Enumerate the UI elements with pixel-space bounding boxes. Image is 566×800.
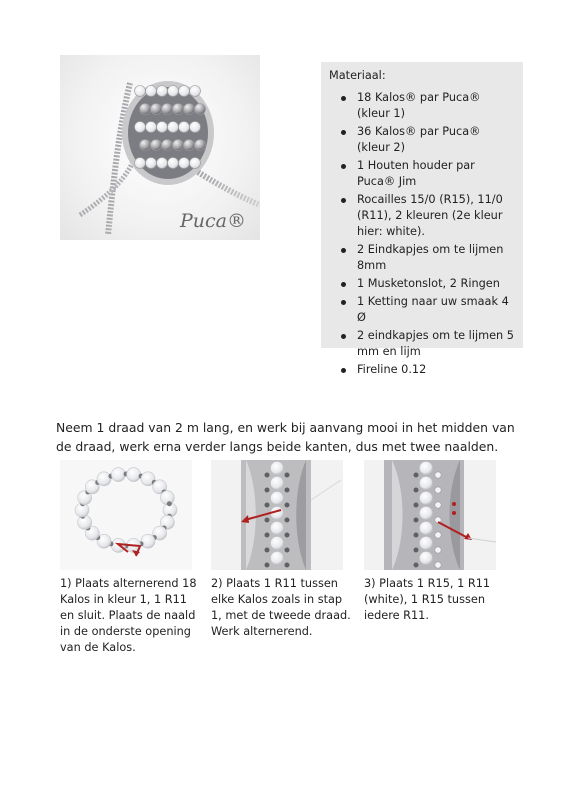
step-1-caption: 1) Plaats alternerend 18 Kalos in kleur 1, 1 R11 en sluit. Plaats de naald in de onderste opening van de Kalos. xyxy=(60,577,197,654)
material-item: 1 Ketting naar uw smaak 4 Ø xyxy=(357,294,515,326)
step-2-caption: 2) Plaats 1 R11 tussen elke Kalos zoals in stap 1, met de tweede draad. Werk alternerend. xyxy=(211,577,351,638)
materials-panel xyxy=(321,62,523,376)
material-item: 18 Kalos® par Puca® (kleur 1) xyxy=(357,90,515,122)
product-photo xyxy=(60,55,260,240)
step-1-photo xyxy=(60,460,192,570)
step-2-photo xyxy=(211,460,343,570)
step-3-caption: 3) Plaats 1 R15, 1 R11 (white), 1 R15 tussen iedere R11. xyxy=(364,577,491,622)
material-item: 2 eindkapjes om te lijmen 5 mm en lijm xyxy=(357,329,514,358)
material-item: 1 Musketonslot, 2 Ringen xyxy=(357,276,515,292)
step-3-photo xyxy=(364,460,496,570)
materials-list xyxy=(329,90,515,378)
intro-paragraph: Neem 1 draad van 2 m lang, en werk bij aanvang mooi in het midden van de draad, werk erna verder langs beide kanten, dus met twee naalden. xyxy=(56,420,515,454)
material-item: Rocailles 15/0 (R15), 11/0 (R11), 2 kleuren (2e kleur hier: white). xyxy=(357,192,515,240)
material-item: 2 Eindkapjes om te lijmen 8mm xyxy=(357,242,515,274)
puca-logo: Puca® xyxy=(180,210,246,232)
material-item: 36 Kalos® par Puca® (kleur 2) xyxy=(357,124,515,156)
materials-heading: Materiaal: xyxy=(329,69,386,82)
material-item: Fireline 0.12 xyxy=(357,362,515,378)
material-item: 1 Houten houder par Puca® Jim xyxy=(357,158,515,190)
